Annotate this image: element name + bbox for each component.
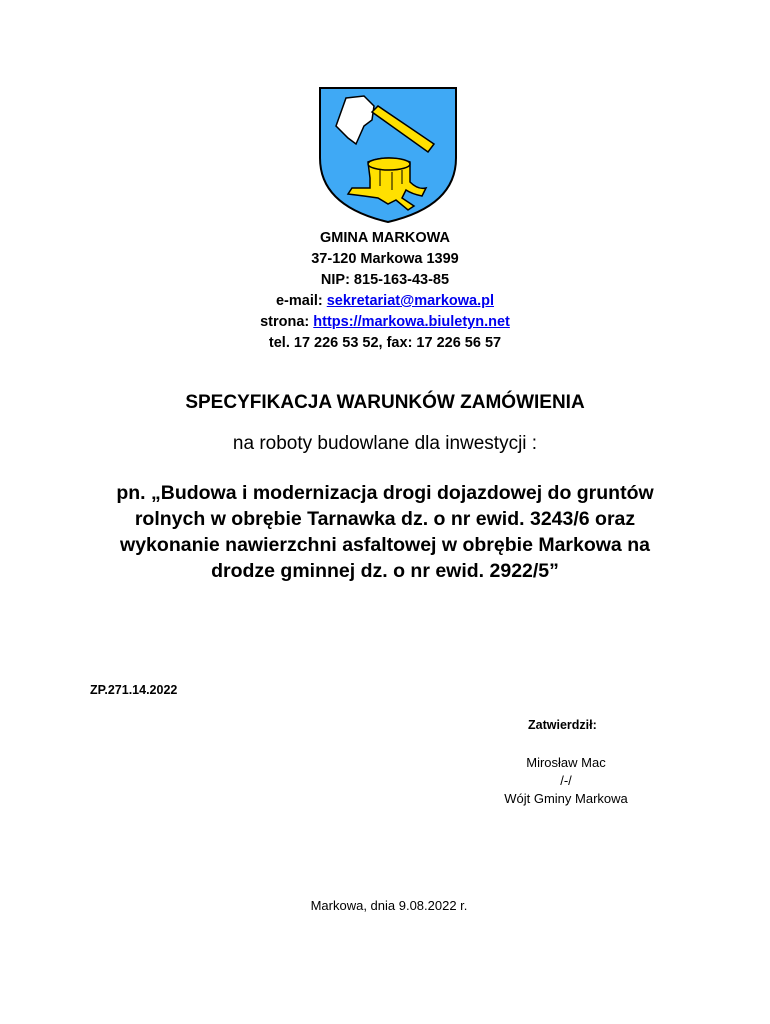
phone-line: tel. 17 226 53 52, fax: 17 226 56 57	[268, 335, 502, 351]
municipality-header	[0, 228, 770, 354]
website-line	[0, 312, 770, 333]
email-label: e-mail:	[275, 293, 327, 309]
project-line: rolnych w obrębie Tarnawka dz. o nr ewid. 3243/6 oraz	[134, 508, 636, 530]
signature-mark: /-/	[560, 773, 572, 788]
signature-block	[480, 754, 652, 808]
municipality-name: GMINA MARKOWA	[320, 230, 450, 246]
email-line	[0, 291, 770, 312]
document-title: SPECYFIKACJA WARUNKÓW ZAMÓWIENIA	[185, 392, 585, 413]
website-link[interactable]: https://markowa.biuletyn.net	[313, 314, 510, 330]
email-link[interactable]: sekretariat@markowa.pl	[326, 293, 495, 309]
website-label: strona:	[260, 314, 314, 330]
project-line: drodze gminnej dz. o nr ewid. 2922/5”	[211, 560, 559, 582]
signatory-name: Mirosław Mac	[526, 755, 606, 770]
document-subtitle: na roboty budowlane dla inwestycji :	[232, 433, 538, 454]
signatory-role: Wójt Gminy Markowa	[504, 791, 628, 806]
municipality-nip: NIP: 815-163-43-85	[320, 272, 450, 288]
project-name	[90, 480, 680, 584]
project-line: pn. „Budowa i modernizacja drogi dojazdowej do gruntów	[116, 482, 654, 504]
place-and-date: Markowa, dnia 9.08.2022 r.	[310, 898, 468, 913]
municipality-address: 37-120 Markowa 1399	[311, 251, 459, 267]
project-line: wykonanie nawierzchni asfaltowej w obrębie Markowa na	[120, 534, 650, 556]
approval-label: Zatwierdził:	[528, 718, 597, 732]
reference-number: ZP.271.14.2022	[90, 683, 178, 697]
coat-of-arms-icon	[318, 86, 458, 224]
